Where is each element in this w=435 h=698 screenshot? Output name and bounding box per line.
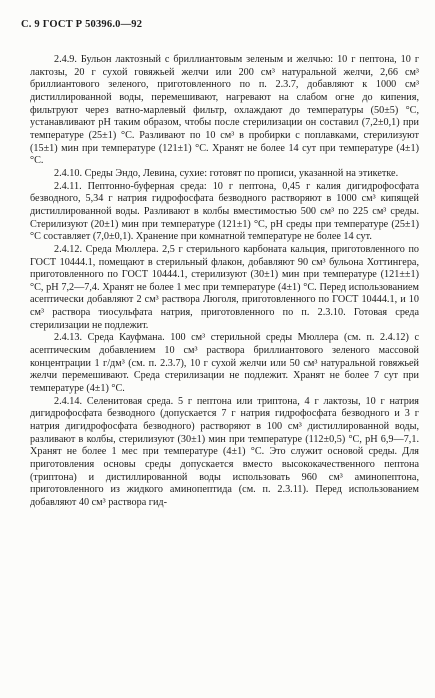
- paragraph-2-4-14: 2.4.14. Селенитовая среда. 5 г пептона или триптона, 4 г лактозы, 10 г натрия дигидрофосфата безводного (допускается 7 г натрия гидрофосфата безводного и 3 г натрия дигидрофосфата безводного) растворяют в 100 см³ дистиллированной воды, разливают в колбы, стерилизуют (30±1) мин при температуре (112±0,5) °С, рН 6,9—7,1. Хранят не более 1 мес при температуре (4±1) °С. Это служит основой среды. Для приготовления основы среды допускается вместо высококачественного пептона (триптона) и дистиллированной воды использовать 960 см³ аминопептона, приготовленного из жидкого аминопептида (см. п. 2.3.11). Перед использованием добавляют 40 см³ раствора гид-: [30, 395, 419, 508]
- paragraph-2-4-10: 2.4.10. Среды Эндо, Левина, сухие: готовят по прописи, указанной на этикетке.: [54, 167, 399, 179]
- page-header: С. 9 ГОСТ Р 50396.0—92: [21, 19, 143, 30]
- paragraph-2-4-12: 2.4.12. Среда Мюллера. 2,5 г стерильного карбоната кальция, приготовленного по ГОСТ 10444.1, помещают в стерильный флакон, добавляют 90 см³ бульона Хоттингера, приготовленного по ГОСТ 10444.1, стерилизуют (30±1) мин при температуре (121±±1) °С, рН 7,2—7,4. Хранят не более 1 мес при температуре (4±1) °С. Перед использованием асептически добавляют 2 см³ раствора Люголя, приготовленного по ГОСТ 10444.1, и 10 см³ раствора тиосульфата натрия, приготовленного по п. 2.3.10. Готовая среда стерилизации не подлежит.: [30, 243, 419, 331]
- paragraph-2-4-13: 2.4.13. Среда Кауфмана. 100 см³ стерильной среды Мюллера (см. п. 2.4.12) с асептическим добавлением 10 см³ раствора бриллиантового зеленого массовой концентрации 1 г/дм³ (см. п. 2.3.7), 10 г сухой желчи или 50 см³ натуральной говяжьей желчи перемешивают. Среда стерилизации не подлежит. Хранят не более 7 сут при температуре (4±1) °С.: [30, 332, 419, 395]
- document-body: [30, 54, 419, 510]
- paragraph-2-4-11: 2.4.11. Пептонно-буферная среда: 10 г пептона, 0,45 г калия дигидрофосфата безводного, 5,34 г натрия гидрофосфата безводного растворяют в 1000 см³ кипящей дистиллированной воды. Разливают в колбы вместимостью 500 см³ по 225 см³ среды. Стерилизуют (20±1) мин при температуре (121±1) °С, рН среды при температуре (25±1) °С составляет (7,0±0,1). Хранение при комнатной температуре не более 14 сут.: [30, 180, 419, 243]
- paragraph-2-4-9: 2.4.9. Бульон лактозный с бриллиантовым зеленым и желчью: 10 г пептона, 10 г лактозы, 20 г сухой говяжьей желчи или 200 см³ натуральной желчи, 2,66 см³ бриллиантового зеленого, приготовленного по п. 2.3.7, добавляют к 1000 см³ дистиллированной воды, перемешивают, нагревают на слабом огне до кипения, фильтруют через ватно-марлевый фильтр, охлаждают до температуры (50±5) °С, устанавливают рН таким образом, чтобы после стерилизации он составил (7,2±0,1) при температуре (25±1) °С. Разливают по 10 см³ в пробирки с поплавками, стерилизуют (15±1) мин при температуре (121±1) °С. Хранят не более 14 сут при температуре (4±1) °С.: [30, 54, 419, 167]
